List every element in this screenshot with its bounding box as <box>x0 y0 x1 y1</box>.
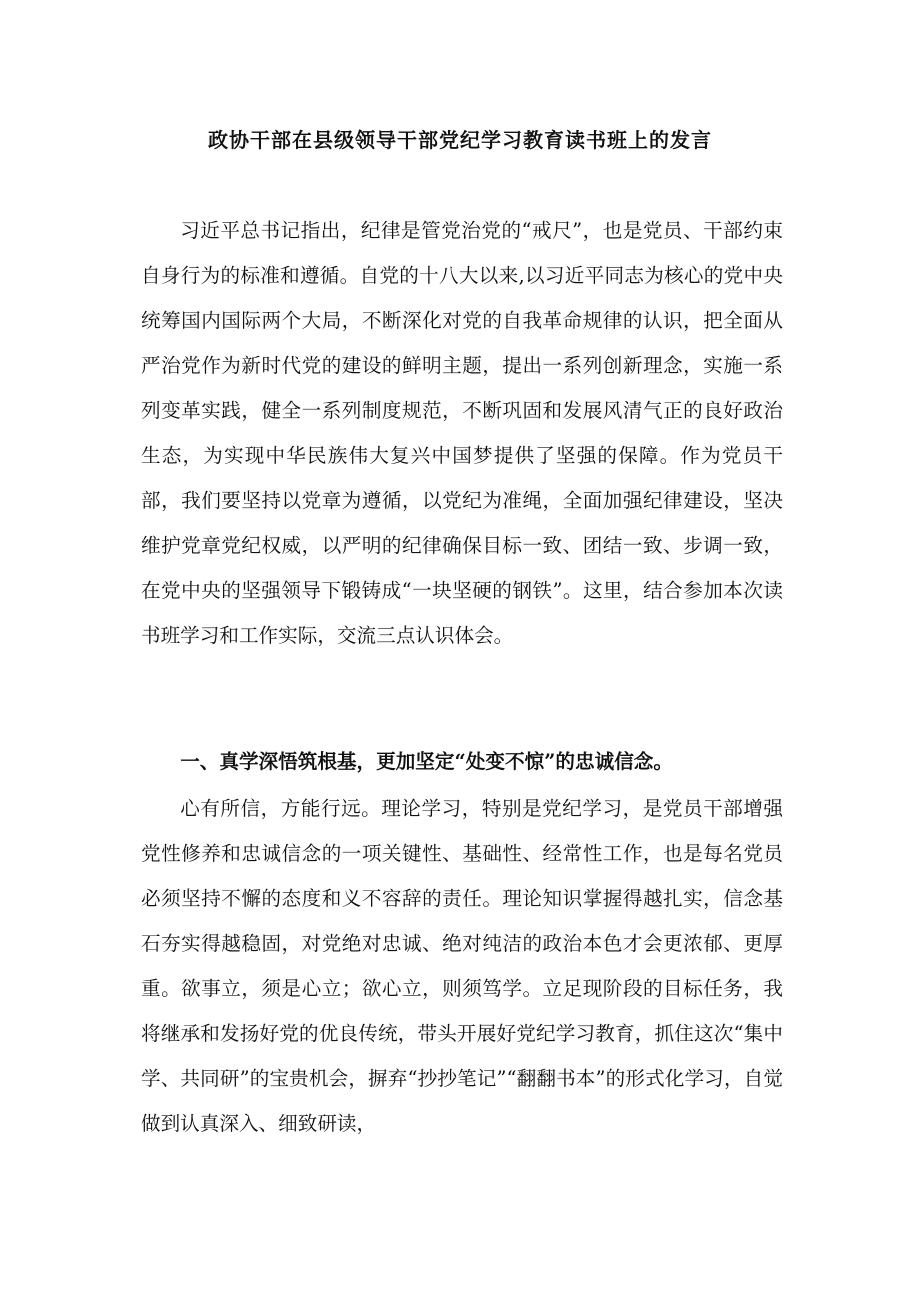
paragraph-section-one: 心有所信，方能行远。理论学习，特别是党纪学习，是党员干部增强党性修养和忠诚信念的一项关键性、基础性、经常性工作，也是每名党员必须坚持不懈的态度和义不容辞的责任。理论知识掌握得越扎实，信念基石夯实得越稳固，对党绝对忠诚、绝对纯洁的政治本色才会更浓郁、更厚重。欲事立，须是心立；欲心立，则须笃学。立足现阶段的目标任务，我将继承和发扬好党的优良传统，带头开展好党纪学习教育，抓住这次“集中学、共同研”的宝贵机会，摒弃“抄抄笔记”“翻翻书本”的形式化学习，自觉做到认真深入、细致研读， <box>141 797 783 1135</box>
paragraph-intro: 习近平总书记指出，纪律是管党治党的“戒尺”，也是党员、干部约束自身行为的标准和遵循。自党的十八大以来,以习近平同志为核心的党中央统筹国内国际两个大局，不断深化对党的自我革命规律的认识，把全面从严治党作为新时代党的建设的鲜明主题，提出一系列创新理念，实施一系列变革实践，健全一系列制度规范，不断巩固和发展风清气正的良好政治生态，为实现中华民族伟大复兴中国梦提供了坚强的保障。作为党员干部，我们要坚持以党章为遵循，以党纪为准绳，全面加强纪律建设，坚决维护党章党纪权威，以严明的纪律确保目标一致、团结一致、步调一致，在党中央的坚强领导下锻铸成“一块坚硬的钢铁”。这里，结合参加本次读书班学习和工作实际，交流三点认识体会。 <box>141 219 783 647</box>
document-title: 政协干部在县级领导干部党纪学习教育读书班上的发言 <box>208 128 712 152</box>
section-heading: 一、真学深悟筑根基，更加坚定“处变不惊”的忠诚信念。 <box>180 750 673 773</box>
